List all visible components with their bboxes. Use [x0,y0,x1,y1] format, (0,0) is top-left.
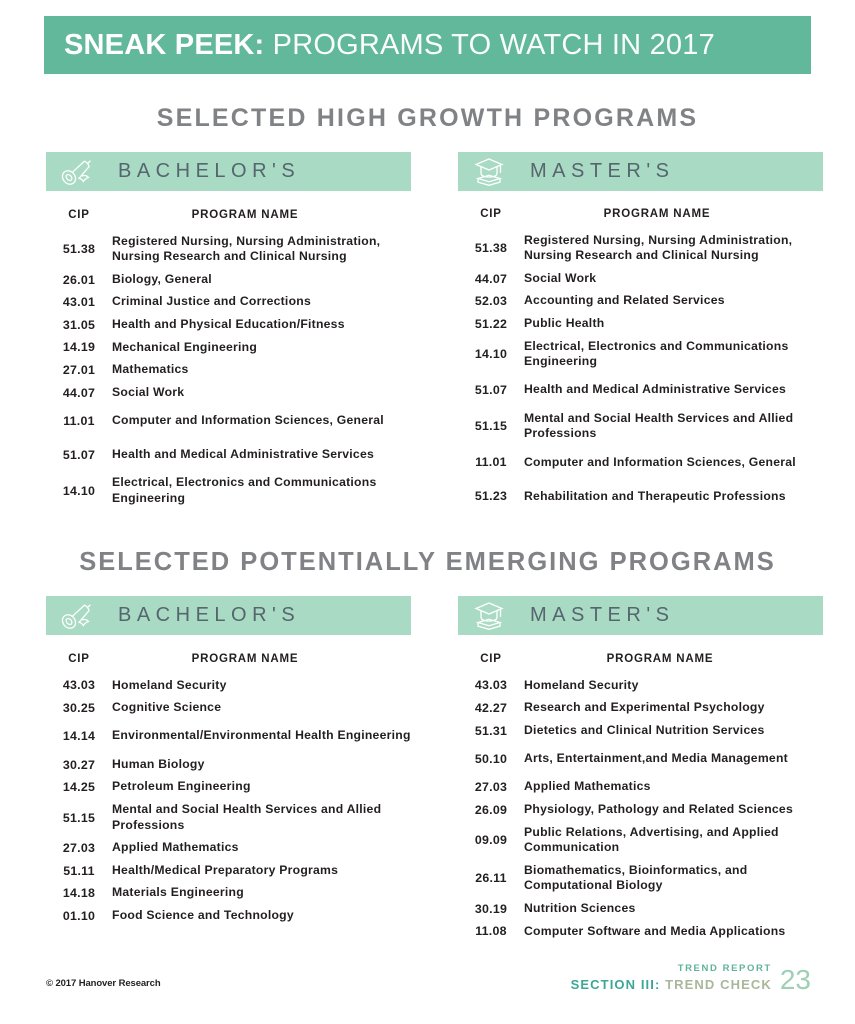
table-row [46,798,418,836]
table-row [458,674,836,697]
cell-cip-code: 14.14 [62,729,96,744]
cell-program-name: Biology, General [112,271,212,286]
cell-program-name: Accounting and Related Services [524,293,725,308]
column-header-cip: CIP [68,653,90,665]
degree-band-label: BACHELOR'S [118,160,301,182]
table-row [458,821,836,859]
section-title-emerging: SELECTED POTENTIALLY EMERGING PROGRAMS [79,548,776,576]
table-row [458,407,830,445]
cell-cip-code: 51.22 [474,316,508,331]
cell-program-name: Mental and Social Health Services and Allied Professions [112,801,382,832]
cell-cip-code: 14.10 [474,347,508,362]
cell-program-name: Food Science and Technology [112,907,294,922]
cell-program-name: Health and Physical Education/Fitness [112,316,345,331]
table-row [46,291,418,314]
table-row [46,697,418,720]
table-emerging-masters [458,653,836,943]
cell-cip-code: 51.38 [474,241,508,256]
degree-band-masters-2 [458,596,823,635]
table-high-growth-bachelors [46,209,418,510]
footer-section-label: SECTION III: [570,976,661,992]
degree-band-bachelors-2 [46,596,411,635]
cell-cip-code: 27.03 [474,780,508,795]
degree-band-label: MASTER'S [530,604,675,626]
cell-program-name: Applied Mathematics [524,779,651,794]
cell-program-name: Health/Medical Preparatory Programs [112,862,339,877]
table-row [458,859,836,897]
cell-program-name: Rehabilitation and Therapeutic Professions [524,488,786,503]
cell-cip-code: 50.10 [474,751,508,766]
column-header-program-name: PROGRAM NAME [191,653,299,665]
cell-program-name: Applied Mathematics [112,840,239,855]
degree-band-label: BACHELOR'S [118,604,301,626]
cell-program-name: Materials Engineering [112,885,244,900]
table-row [458,719,836,742]
cell-program-name: Cognitive Science [112,700,222,715]
cell-program-name: Physiology, Pathology and Related Sciences [524,801,793,816]
cell-program-name: Dietetics and Clinical Nutrition Services [524,722,765,737]
table-row [458,742,836,776]
table-row [458,798,836,821]
footer-trend-check-label: TREND CHECK [665,976,772,992]
table-row [46,882,418,905]
cell-program-name: Biomathematics, Bioinformatics, and Computational Biology [524,862,748,893]
table-row [46,336,418,359]
cell-program-name: Registered Nursing, Nursing Administration, Nursing Research and Clinical Nursing [112,233,381,264]
graduation-cap-book-icon [466,600,512,632]
cell-cip-code: 11.08 [475,924,507,939]
cell-cip-code: 44.07 [474,271,508,286]
column-header-cip: CIP [480,208,502,220]
table-row [458,445,830,479]
diploma-scroll-icon [54,157,100,187]
cell-cip-code: 51.15 [62,810,96,825]
table-emerging-bachelors [46,653,418,927]
cell-cip-code: 14.10 [62,483,96,498]
table-row [46,381,418,404]
cell-program-name: Public Health [524,315,605,330]
table-row [46,753,418,776]
cell-program-name: Electrical, Electronics and Communications Engineering [112,475,377,505]
cell-program-name: Computer and Information Sciences, General [524,454,796,469]
cell-cip-code: 51.31 [474,723,508,738]
table-row [458,697,836,720]
cell-program-name: Environmental/Environmental Health Engineering [112,728,411,743]
cell-cip-code: 43.01 [62,295,96,310]
cell-cip-code: 09.09 [474,833,508,848]
cell-cip-code: 51.15 [474,419,508,434]
cell-program-name: Mechanical Engineering [112,339,258,354]
cell-program-name: Social Work [524,270,597,285]
cell-cip-code: 42.27 [474,700,508,715]
column-header-cip: CIP [68,209,90,221]
footer-copyright: © 2017 Hanover Research [46,978,161,989]
cell-cip-code: 14.25 [62,780,96,795]
cell-cip-code: 26.01 [62,272,96,287]
emerging-bachelors-header-row [46,653,418,674]
table-row [46,837,418,860]
cell-program-name: Social Work [112,384,185,399]
cell-cip-code: 11.01 [475,455,507,470]
cell-cip-code: 14.18 [62,886,96,901]
table-row [46,230,418,268]
table-row [458,479,830,513]
cell-cip-code: 27.01 [62,362,96,377]
sneak-peek-banner [44,16,811,74]
cell-cip-code: 51.38 [62,242,96,257]
diploma-scroll-icon [54,601,100,631]
table-row [46,719,418,753]
table-row [458,897,836,920]
table-row [46,904,418,927]
table-row [46,776,418,799]
cell-cip-code: 51.07 [474,383,508,398]
banner-title-strong: SNEAK PEEK: [64,28,265,61]
cell-program-name: Research and Experimental Psychology [524,700,765,715]
table-row [46,313,418,336]
degree-band-masters-1 [458,152,823,191]
emerging-masters-header-row [458,653,836,674]
table-row [46,859,418,882]
cell-program-name: Public Relations, Advertising, and Applied Communication [524,824,779,855]
cell-cip-code: 51.07 [62,447,96,462]
cell-cip-code: 44.07 [62,385,96,400]
cell-program-name: Electrical, Electronics and Communications Engineering [524,338,789,369]
banner-title-light: PROGRAMS TO WATCH IN 2017 [264,28,715,61]
cell-cip-code: 43.03 [62,678,96,693]
graduation-cap-book-icon [466,156,512,188]
table-row [46,438,418,472]
cell-program-name: Nutrition Sciences [524,900,636,915]
cell-cip-code: 27.03 [62,840,96,855]
footer-trend-report-label: TREND REPORT [677,963,772,974]
cell-program-name: Arts, Entertainment,and Media Management [524,751,788,766]
table-row [458,920,836,943]
degree-band-bachelors-1 [46,152,411,191]
banner-title [64,29,715,62]
footer-trend-report [571,962,811,995]
table-row [458,373,830,407]
cell-program-name: Mathematics [112,362,189,377]
column-header-cip: CIP [480,653,502,665]
cell-cip-code: 01.10 [62,908,96,923]
cell-program-name: Homeland Security [524,677,639,692]
cell-cip-code: 52.03 [474,294,508,309]
cell-program-name: Health and Medical Administrative Services [524,382,787,397]
cell-program-name: Registered Nursing, Nursing Administration, Nursing Research and Clinical Nursing [524,232,793,263]
table-row [46,359,418,382]
cell-cip-code: 30.25 [62,700,96,715]
cell-program-name: Mental and Social Health Services and Allied Professions [524,410,794,441]
table-row [458,290,830,313]
table-row [458,335,830,373]
degree-band-label: MASTER'S [530,160,675,182]
cell-cip-code: 30.19 [474,901,508,916]
high-growth-bachelors-header-row [46,209,418,230]
cell-cip-code: 26.09 [474,802,508,817]
cell-cip-code: 31.05 [62,317,96,332]
cell-cip-code: 51.11 [63,863,95,878]
high-growth-masters-header-row [458,208,830,229]
table-row [458,776,836,799]
table-row [458,312,830,335]
column-header-program-name: PROGRAM NAME [603,208,711,220]
cell-cip-code: 11.01 [63,413,95,428]
page-number: 23 [779,963,811,995]
cell-cip-code: 43.03 [474,678,508,693]
cell-program-name: Criminal Justice and Corrections [112,294,311,309]
cell-program-name: Petroleum Engineering [112,779,251,794]
column-header-program-name: PROGRAM NAME [191,209,299,221]
cell-program-name: Homeland Security [112,677,227,692]
cell-cip-code: 30.27 [62,757,96,772]
cell-program-name: Computer and Information Sciences, General [112,413,384,428]
section-title-high-growth: SELECTED HIGH GROWTH PROGRAMS [156,104,699,132]
table-row [46,674,418,697]
cell-cip-code: 26.11 [475,871,507,886]
table-row [458,229,830,267]
table-row [46,472,418,510]
table-high-growth-masters [458,208,830,513]
table-row [46,268,418,291]
cell-cip-code: 14.19 [62,340,96,355]
table-row [458,267,830,290]
cell-cip-code: 51.23 [474,489,508,504]
column-header-program-name: PROGRAM NAME [606,653,714,665]
table-row [46,404,418,438]
cell-program-name: Human Biology [112,756,205,771]
cell-program-name: Health and Medical Administrative Services [112,447,375,462]
cell-program-name: Computer Software and Media Applications [524,923,786,938]
